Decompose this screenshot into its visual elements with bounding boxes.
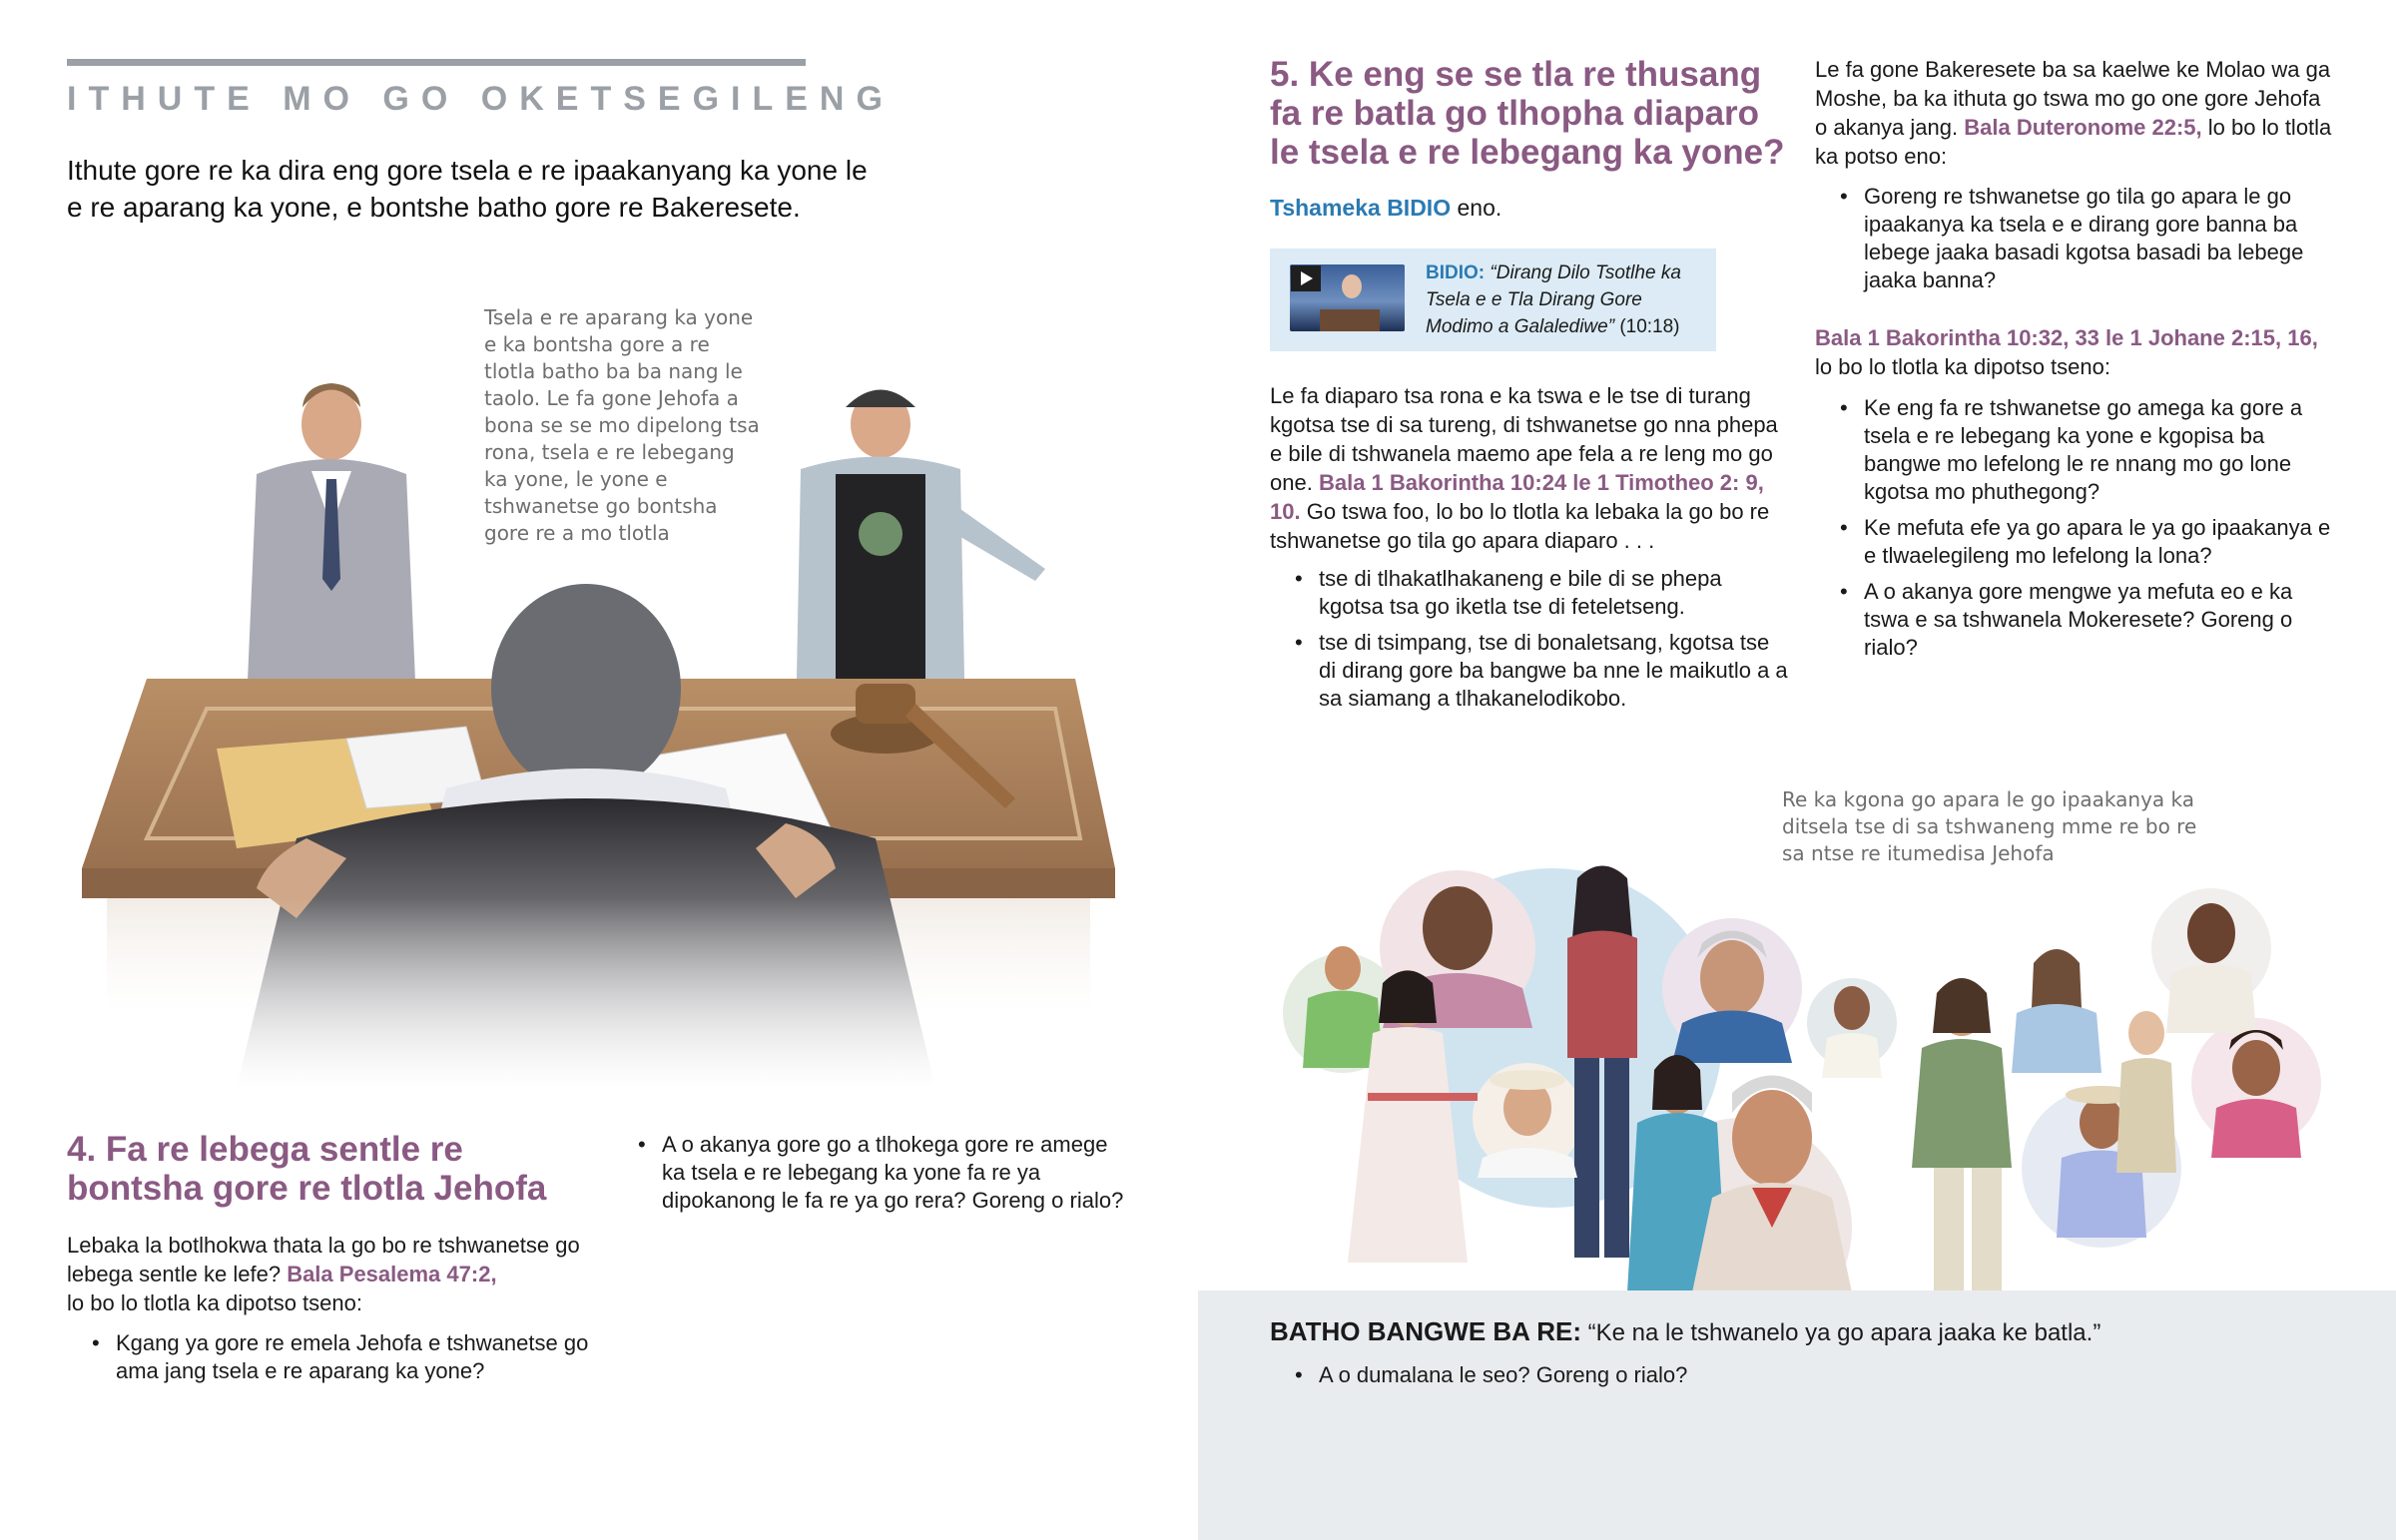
list-item: • tse di tlhakatlhakaneng e bile di se phepa kgotsa tsa go iketla tse di feteletseng. (1293, 565, 1792, 621)
question-item: • A o dumalana le seo? Goreng o rialo? (1293, 1361, 1992, 1389)
question-item: • Ke eng fa re tshwanetse go amega ka gore a tsela e re lebegang ka yone e kgopisa ba bangwe mo lefelong le re nnang mo go lone kgotsa mo phuthegong? (1838, 394, 2337, 506)
section-5-paragraph-2 (1815, 55, 2334, 171)
section-5-paragraph-1 (1270, 381, 1789, 555)
scripture-link-deuteronomy[interactable]: Bala Duteronome 22:5, (1964, 115, 2202, 140)
section-5-paragraph-3-tail: lo bo lo tlotla ka dipotso tseno: (1815, 354, 2110, 379)
video-label: BIDIO: (1426, 262, 1486, 283)
question-item: • Ke mefuta efe ya go apara le ya go ipaakanya e e tlwaelegileng mo lefelong la lona? (1838, 514, 2337, 570)
opinion-quote: “Ke na le tshwanelo ya go apara jaaka ke batla.” (1587, 1319, 2101, 1346)
section-5-paragraph-3 (1815, 323, 2334, 381)
top-rule (67, 59, 806, 66)
person-woman-beige (2116, 1011, 2176, 1173)
section-5-bullets-3 (1838, 394, 2337, 670)
section-4-paragraph-text: Lebaka la botlhokwa thata la go bo re tshwanetse go lebega sentle ke lefe? (67, 1233, 580, 1286)
people-collage-illustration (1283, 858, 2321, 1290)
opinion-label: BATHO BANGWE BA RE: (1270, 1316, 1581, 1346)
section-4-heading: 4. Fa re lebega sentle re bontsha gore re tlotla Jehofa (67, 1130, 547, 1208)
section-label: ITHUTE MO GO OKETSEGILENG (67, 80, 895, 118)
show-video-tail: eno. (1457, 195, 1502, 221)
opinion-statement (1270, 1315, 2348, 1349)
illustration-caption-right: Re ka kgona go apara le go ipaakanya ka ditsela tse di sa tshwaneng mme re bo re sa ntse re itumedisa Jehofa (1782, 787, 2197, 865)
video-title-text: “Dirang Dilo Tsotlhe ka Tsela e e Tla Dirang Gore Modimo a Galalediwe” (1426, 262, 1681, 337)
show-video-instruction (1270, 193, 1501, 223)
video-title[interactable] (1426, 259, 1710, 340)
show-video-link[interactable]: Tshameka BIDIO (1270, 195, 1452, 221)
scripture-link-corinthians-john[interactable]: Bala 1 Bakorintha 10:32, 33 le 1 Johane 2:15, 16, (1815, 325, 2318, 350)
scripture-link-psalm[interactable]: Bala Pesalema 47:2, (287, 1262, 497, 1286)
video-duration: (10:18) (1619, 316, 1680, 337)
play-icon[interactable] (1291, 265, 1321, 291)
person-woman-blue-blouse (2012, 949, 2101, 1073)
person-woman-green-sweater (1912, 978, 2012, 1290)
list-item: • tse di tsimpang, tse di bonaletsang, kgotsa tse di dirang gore ba bangwe ba nne le maikutlo a a sa siamang a tlhakanelodikobo. (1293, 629, 1792, 713)
opinion-questions (1293, 1361, 1992, 1397)
question-item: • Goreng re tshwanetse go tila go apara le go ipaakanya ka tsela e e dirang gore banna ba lebege jaaka basadi kgotsa basadi ba lebege jaaka banna? (1838, 183, 2337, 294)
section-5-paragraph-2-tail: lo bo lo tlotla ka potso eno: (1815, 115, 2332, 169)
section-4-questions-right (636, 1131, 1135, 1223)
section-5-paragraph-1-tail: Go tswa foo, lo bo lo tlotla ka lebaka la go bo re tshwanetse go tila go apara diaparo . . . (1270, 499, 1770, 553)
question-item: • A o akanya gore mengwe ya mefuta eo e ka tswa e sa tshwanela Mokeresete? Goreng o rialo? (1838, 578, 2337, 662)
intro-text: Ithute gore re ka dira eng gore tsela e re ipaakanyang ka yone le e re aparang ka yone, e bontshe batho gore re Bakeresete. (67, 155, 868, 223)
section-5-paragraph-1-text: Le fa diaparo tsa rona e ka tswa e le tse di turang kgotsa tse di sa tureng, di tshwanetse go nna phepa e bile di tshwanela maemo ape fela a re leng mo go one. (1270, 383, 1778, 495)
scripture-link-corinthians-timothy[interactable]: Bala 1 Bakorintha 10:24 le 1 Timotheo 2: 9, 10. (1270, 470, 1764, 524)
section-4-questions (90, 1329, 599, 1393)
question-item: • A o akanya gore go a tlhokega gore re amege ka tsela e re lebegang ka yone fa re ya dipokanong le fa re ya go rera? Goreng o rialo? (636, 1131, 1135, 1215)
section-5-heading: 5. Ke eng se se tla re thusang fa re batla go tlhopha diaparo le tsela e re lebegang ka yone? (1270, 55, 1785, 172)
section-4-paragraph-tail: lo bo lo tlotla ka dipotso tseno: (67, 1290, 362, 1315)
section-5-bullets-1 (1293, 565, 1792, 721)
question-item: • Kgang ya gore re emela Jehofa e tshwanetse go ama jang tsela e re aparang ka yone? (90, 1329, 599, 1385)
section-4-paragraph (67, 1231, 586, 1317)
section-5-bullets-2 (1838, 183, 2337, 302)
section-5-paragraph-2-text: Le fa gone Bakeresete ba sa kaelwe ke Molao wa ga Moshe, ba ka ithuta go tswa mo go one gore Jehofa o akanya jang. (1815, 57, 2331, 140)
illustration-caption-left: Tsela e re aparang ka yone e ka bontsha gore a re tlotla batho ba ba nang le taolo. Le fa gone Jehofa a bona se se mo dipelong tsa rona, tsela e re lebegang ka yone, le yone e tshwanetse go bontsha gore re a mo tlotla (484, 305, 760, 545)
